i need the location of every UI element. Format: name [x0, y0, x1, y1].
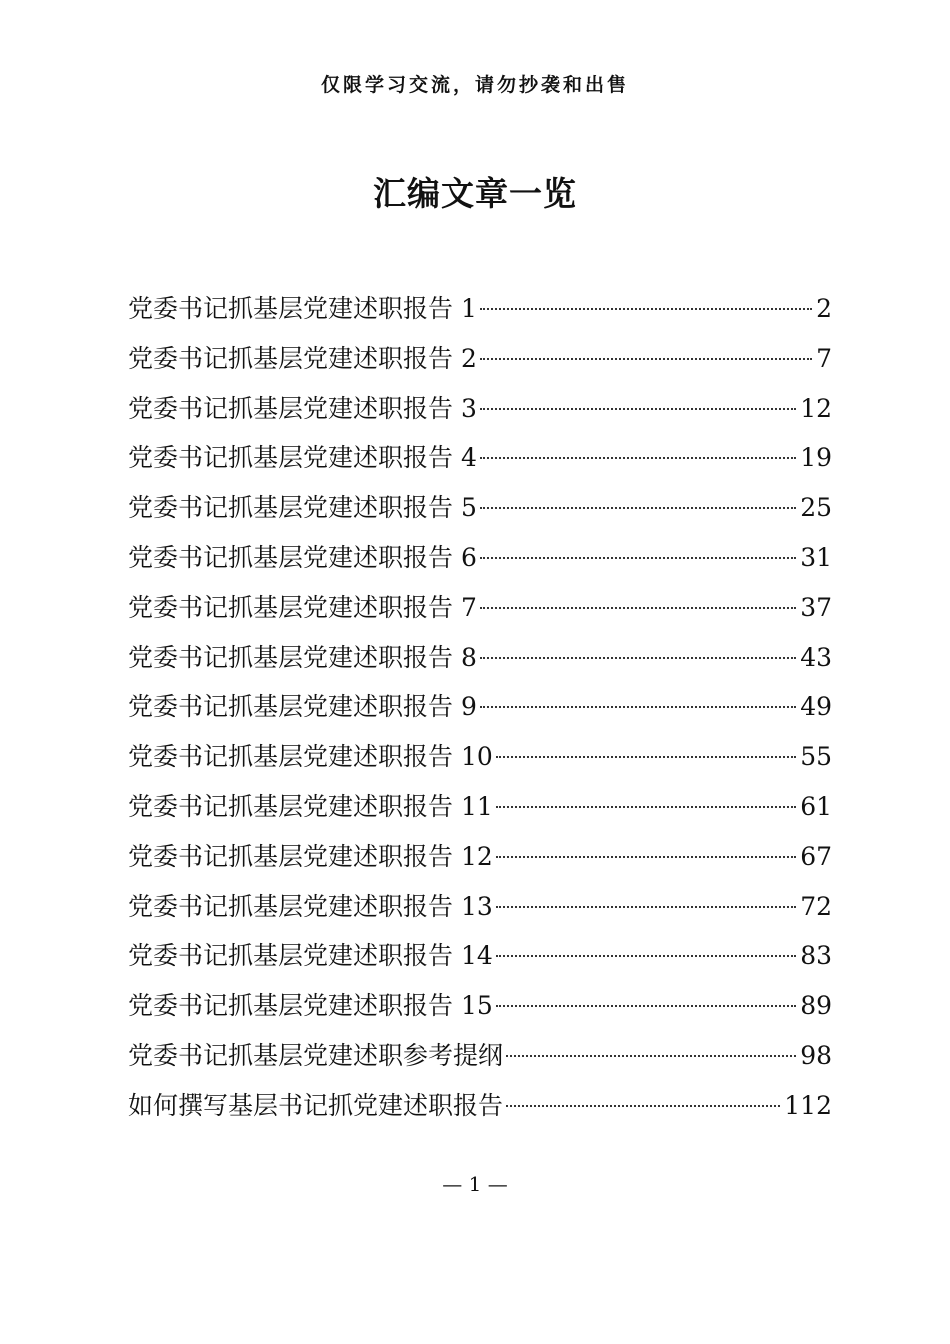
- toc-entry[interactable]: [128, 384, 832, 434]
- toc-entry-page: 83: [800, 941, 832, 971]
- toc-entry-page: 2: [816, 294, 832, 323]
- toc-entry-label: 党委书记抓基层党建述职报告 7: [128, 592, 477, 622]
- toc-dot-leader: [480, 657, 796, 659]
- toc-entry-page: 25: [800, 493, 832, 523]
- toc-dot-leader: [496, 756, 796, 758]
- toc-entry-label: 党委书记抓基层党建述职报告 15: [128, 991, 493, 1021]
- toc-dot-leader: [506, 1105, 780, 1107]
- toc-entry-label: 党委书记抓基层党建述职报告 9: [128, 692, 477, 722]
- toc-dot-leader: [496, 856, 796, 858]
- toc-entry[interactable]: [128, 1031, 832, 1081]
- toc-dot-leader: [496, 1005, 796, 1007]
- toc-entry[interactable]: [128, 1081, 832, 1131]
- toc-entry-page: 72: [800, 891, 832, 921]
- toc-dot-leader: [496, 955, 796, 957]
- toc-dot-leader: [480, 507, 796, 509]
- toc-entry-page: 112: [784, 1090, 832, 1120]
- document-title: 汇编文章一览: [373, 174, 577, 213]
- toc-entry-label: 党委书记抓基层党建述职报告 14: [128, 941, 493, 971]
- toc-entry-page: 49: [800, 692, 832, 722]
- toc-dot-leader: [496, 806, 796, 808]
- toc-entry-label: 党委书记抓基层党建述职报告 11: [128, 791, 493, 821]
- toc-entry[interactable]: [128, 782, 832, 832]
- toc-entry-page: 31: [800, 542, 832, 572]
- toc-entry-page: 19: [800, 443, 832, 473]
- toc-entry-label: 党委书记抓基层党建述职报告 3: [128, 393, 477, 423]
- toc-entry-page: 12: [800, 393, 832, 423]
- toc-entry-page: 43: [800, 642, 832, 672]
- table-of-contents: [128, 284, 832, 1131]
- toc-entry[interactable]: [128, 633, 832, 683]
- toc-dot-leader: [480, 557, 796, 559]
- toc-entry-page: 61: [800, 791, 832, 821]
- toc-entry[interactable]: [128, 981, 832, 1031]
- toc-entry[interactable]: [128, 931, 832, 981]
- toc-entry[interactable]: [128, 732, 832, 782]
- toc-entry-page: 37: [800, 592, 832, 622]
- toc-entry-label: 党委书记抓基层党建述职报告 13: [128, 891, 493, 921]
- toc-dot-leader: [480, 408, 796, 410]
- toc-entry[interactable]: [128, 533, 832, 583]
- header-note: 仅限学习交流，请勿抄袭和出售: [320, 74, 629, 96]
- toc-entry-label: 党委书记抓基层党建述职报告 6: [128, 542, 477, 572]
- toc-entry-label: 党委书记抓基层党建述职报告 1: [128, 294, 477, 323]
- toc-entry[interactable]: [128, 334, 832, 384]
- toc-entry-page: 89: [800, 991, 832, 1021]
- toc-entry[interactable]: [128, 483, 832, 533]
- toc-entry-page: 55: [800, 742, 832, 772]
- toc-entry[interactable]: [128, 433, 832, 483]
- toc-entry-label: 党委书记抓基层党建述职报告 2: [128, 343, 477, 373]
- toc-dot-leader: [480, 607, 796, 609]
- toc-entry-label: 党委书记抓基层党建述职报告 4: [128, 443, 477, 473]
- toc-entry-page: 7: [816, 343, 832, 373]
- toc-entry-label: 党委书记抓基层党建述职参考提纲: [128, 1040, 504, 1070]
- toc-entry-page: 98: [800, 1040, 832, 1070]
- toc-entry-label: 如何撰写基层书记抓党建述职报告: [128, 1090, 504, 1120]
- toc-entry[interactable]: [128, 882, 832, 932]
- toc-entry-label: 党委书记抓基层党建述职报告 12: [128, 841, 493, 871]
- toc-entry[interactable]: [128, 832, 832, 882]
- page-number: — 1 —: [442, 1172, 508, 1196]
- toc-entry-label: 党委书记抓基层党建述职报告 10: [128, 742, 493, 772]
- toc-dot-leader: [480, 457, 796, 459]
- toc-dot-leader: [506, 1055, 796, 1057]
- toc-entry-page: 67: [800, 841, 832, 871]
- toc-dot-leader: [480, 706, 796, 708]
- toc-entry-label: 党委书记抓基层党建述职报告 8: [128, 642, 477, 672]
- toc-dot-leader: [480, 308, 812, 310]
- toc-dot-leader: [496, 906, 796, 908]
- toc-entry-label: 党委书记抓基层党建述职报告 5: [128, 493, 477, 523]
- toc-entry[interactable]: [128, 682, 832, 732]
- toc-entry[interactable]: [128, 583, 832, 633]
- toc-dot-leader: [480, 358, 812, 360]
- toc-entry[interactable]: [128, 284, 832, 334]
